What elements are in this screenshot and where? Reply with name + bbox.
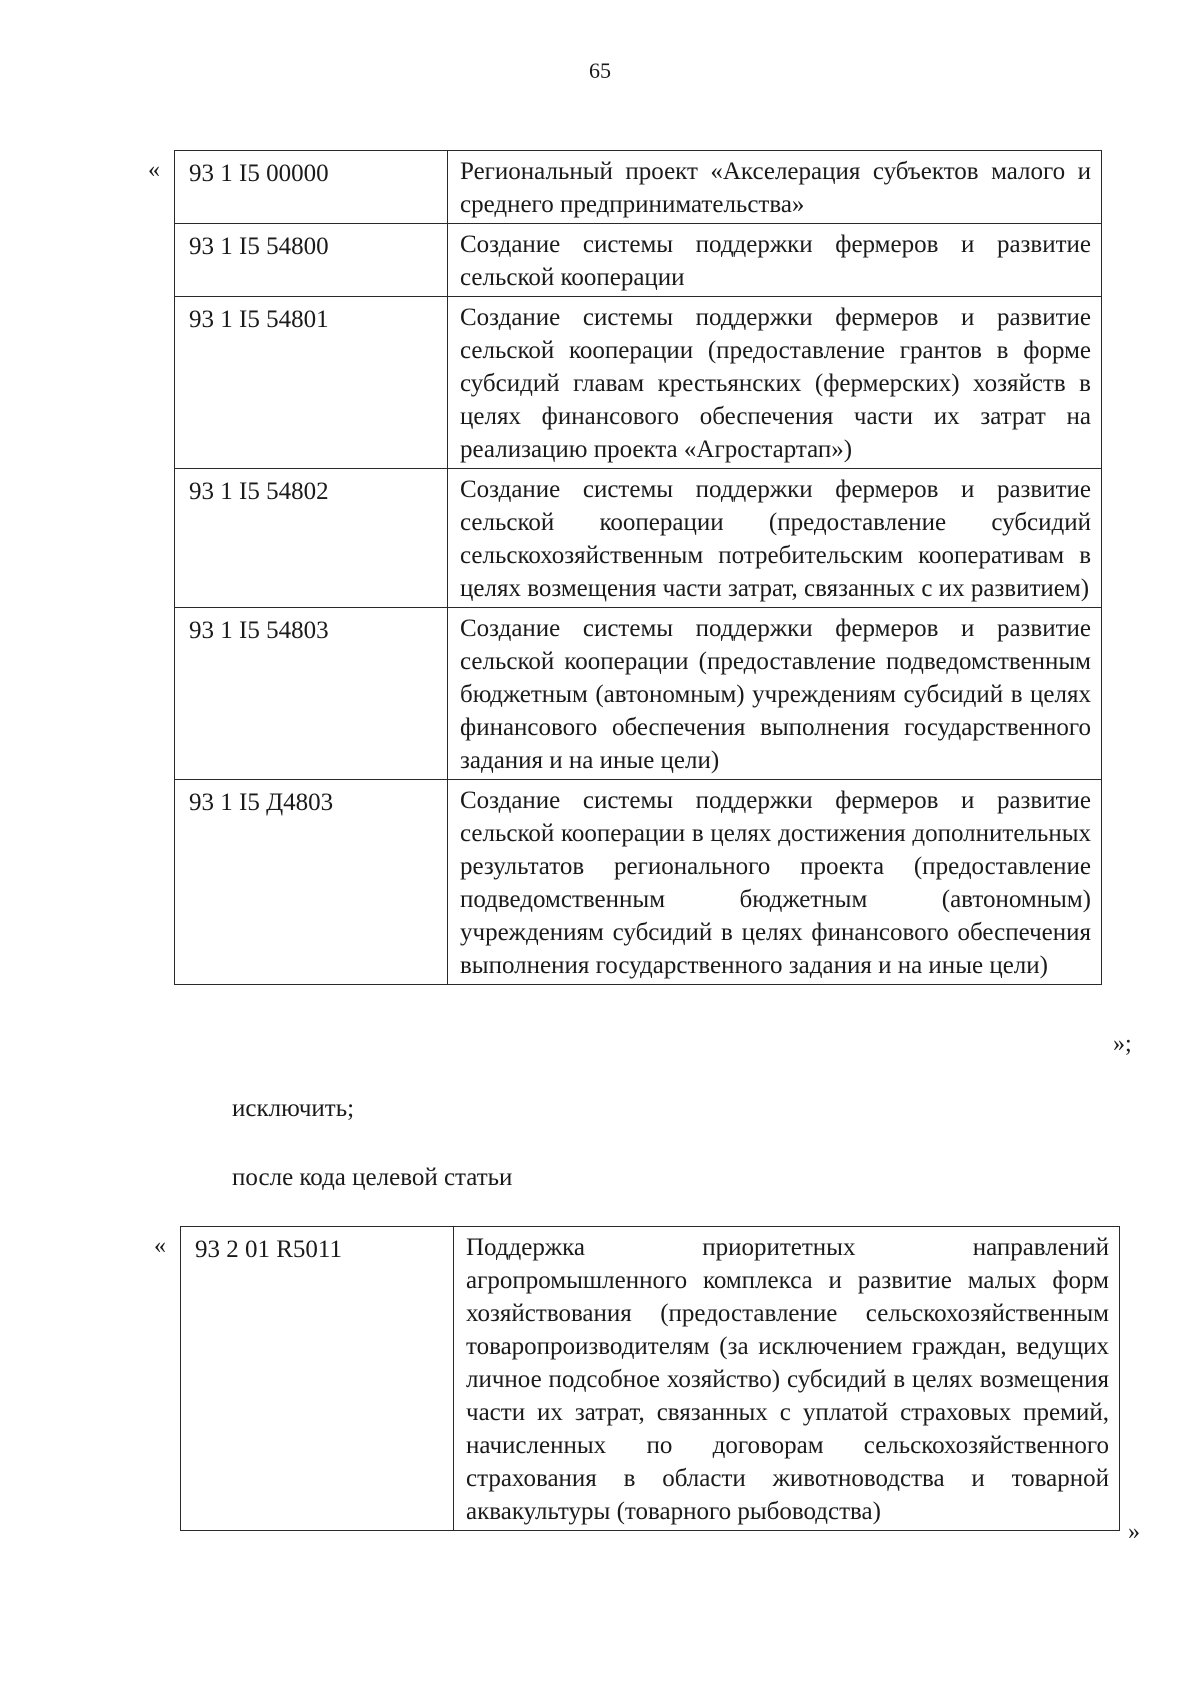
- description-cell: Создание системы поддержки фермеров и развитие сельской кооперации (предоставление субсидий сельскохозяйственным потребительским кооперативам в целях возмещения части затрат, связанных с их развитием): [448, 469, 1102, 608]
- paragraph-after-code: после кода целевой статьи: [232, 1164, 513, 1191]
- description-cell: Поддержка приоритетных направлений агропромышленного комплекса и развитие малых форм хозяйствования (предоставление сельскохозяйственным товаропроизводителям (за исключением граждан, ведущих личное подсобное хозяйство) субсидий в целях возмещения части их затрат, связанных с уплатой страховых премий, начисленных по договорам сельскохозяйственного страхования в области животноводства и товарной аквакультуры (товарного рыбоводства): [454, 1227, 1120, 1531]
- code-cell: 93 1 I5 54801: [175, 297, 448, 469]
- table-row: [181, 1227, 1120, 1531]
- description-cell: Создание системы поддержки фермеров и развитие сельской кооперации: [448, 224, 1102, 297]
- description-cell: Региональный проект «Акселерация субъектов малого и среднего предпринимательства»: [448, 151, 1102, 224]
- table-row: [175, 469, 1102, 608]
- close-quote-1: »;: [1113, 1031, 1132, 1057]
- table-row: [175, 608, 1102, 780]
- table-row: [175, 224, 1102, 297]
- code-cell: 93 2 01 R5011: [181, 1227, 454, 1531]
- description-cell: Создание системы поддержки фермеров и развитие сельской кооперации (предоставление подведомственным бюджетным (автономным) учреждениям субсидий в целях финансового обеспечения выполнения государственного задания и на иные цели): [448, 608, 1102, 780]
- code-cell: 93 1 I5 Д4803: [175, 780, 448, 985]
- code-cell: 93 1 I5 54802: [175, 469, 448, 608]
- close-quote-2: »: [1128, 1519, 1140, 1545]
- target-articles-table-1: [174, 150, 1102, 985]
- page-number: 65: [589, 58, 611, 83]
- description-cell: Создание системы поддержки фермеров и развитие сельской кооперации в целях достижения дополнительных результатов регионального проекта (предоставление подведомственным бюджетным (автономным) учреждениям субсидий в целях финансового обеспечения выполнения государственного задания и на иные цели): [448, 780, 1102, 985]
- table-row: [175, 297, 1102, 469]
- open-quote-2: «: [154, 1233, 166, 1259]
- code-cell: 93 1 I5 00000: [175, 151, 448, 224]
- target-articles-table-2: [180, 1226, 1120, 1531]
- code-cell: 93 1 I5 54800: [175, 224, 448, 297]
- open-quote-1: «: [148, 157, 160, 183]
- table-row: [175, 151, 1102, 224]
- code-cell: 93 1 I5 54803: [175, 608, 448, 780]
- table-row: [175, 780, 1102, 985]
- description-cell: Создание системы поддержки фермеров и развитие сельской кооперации (предоставление грантов в форме субсидий главам крестьянских (фермерских) хозяйств в целях финансового обеспечения части их затрат на реализацию проекта «Агростартап»): [448, 297, 1102, 469]
- paragraph-exclude: исключить;: [232, 1095, 355, 1122]
